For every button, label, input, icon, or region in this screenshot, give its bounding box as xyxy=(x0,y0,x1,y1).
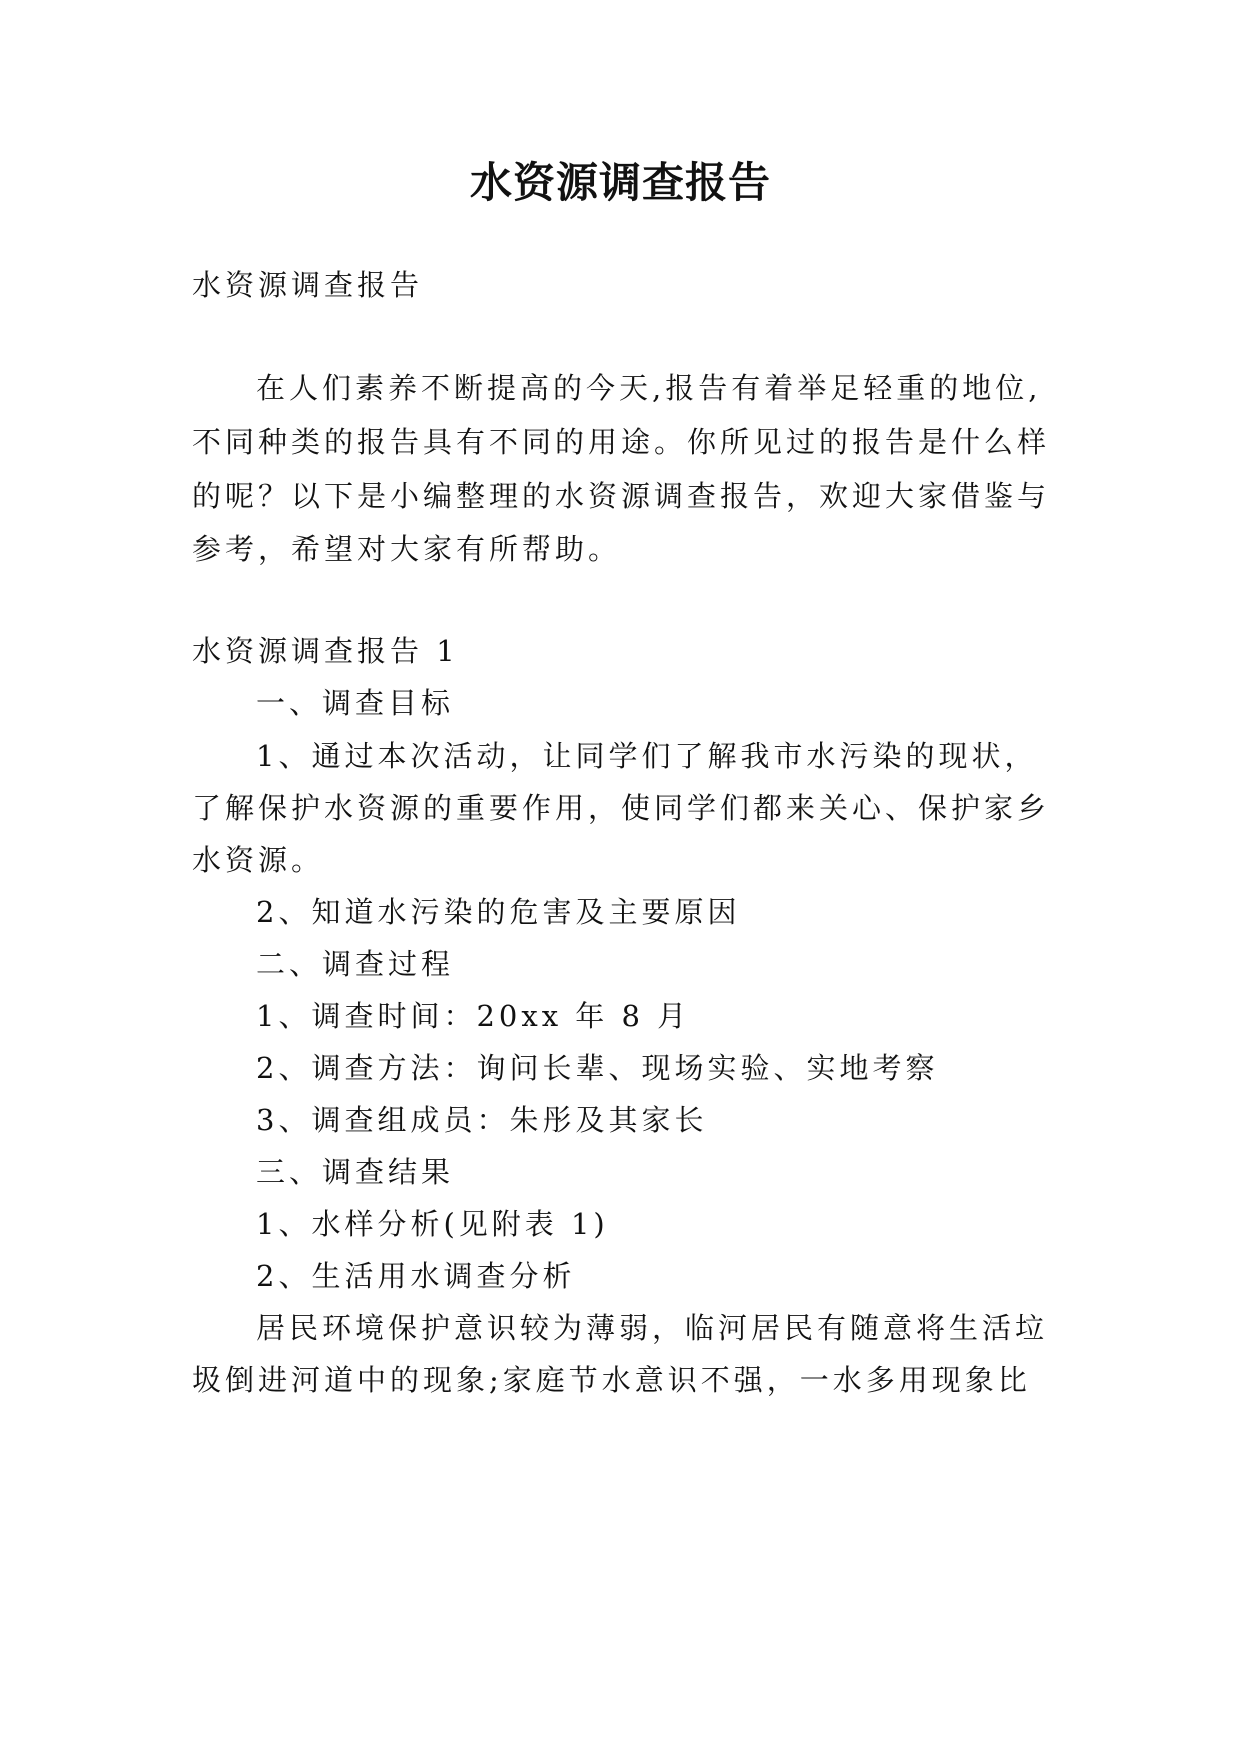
document-title: 水资源调查报告 xyxy=(469,158,771,207)
body-line: 3、调查组成员：朱彤及其家长 xyxy=(256,1103,708,1137)
intro-line: 的呢？以下是小编整理的水资源调查报告，欢迎大家借鉴与 xyxy=(192,479,1051,513)
intro-line: 参考，希望对大家有所帮助。 xyxy=(192,532,622,566)
body-line: 居民环境保护意识较为薄弱，临河居民有随意将生活垃 xyxy=(256,1311,1049,1345)
body-line: 了解保护水资源的重要作用，使同学们都来关心、保护家乡 xyxy=(192,791,1051,825)
body-line: 水资源。 xyxy=(192,843,325,877)
body-line: 1、通过本次活动，让同学们了解我市水污染的现状， xyxy=(256,739,1038,773)
intro-line: 在人们素养不断提高的今天,报告有着举足轻重的地位, xyxy=(256,371,1042,405)
body-line: 二、调查过程 xyxy=(256,947,455,981)
body-line: 圾倒进河道中的现象;家庭节水意识不强，一水多用现象比 xyxy=(192,1363,1031,1397)
subtitle: 水资源调查报告 xyxy=(192,268,424,302)
body-line: 一、调查目标 xyxy=(256,686,455,720)
body-line: 2、生活用水调查分析 xyxy=(256,1259,576,1293)
body-line: 2、知道水污染的危害及主要原因 xyxy=(256,895,741,929)
body-line: 2、调查方法：询问长辈、现场实验、实地考察 xyxy=(256,1051,939,1085)
section-heading: 水资源调查报告 1 xyxy=(192,634,459,668)
intro-line: 不同种类的报告具有不同的用途。你所见过的报告是什么样 xyxy=(192,425,1051,459)
body-line: 三、调查结果 xyxy=(256,1155,455,1189)
body-line: 1、水样分析(见附表 1) xyxy=(256,1207,609,1241)
body-line: 1、调查时间：20xx 年 8 月 xyxy=(256,999,691,1033)
